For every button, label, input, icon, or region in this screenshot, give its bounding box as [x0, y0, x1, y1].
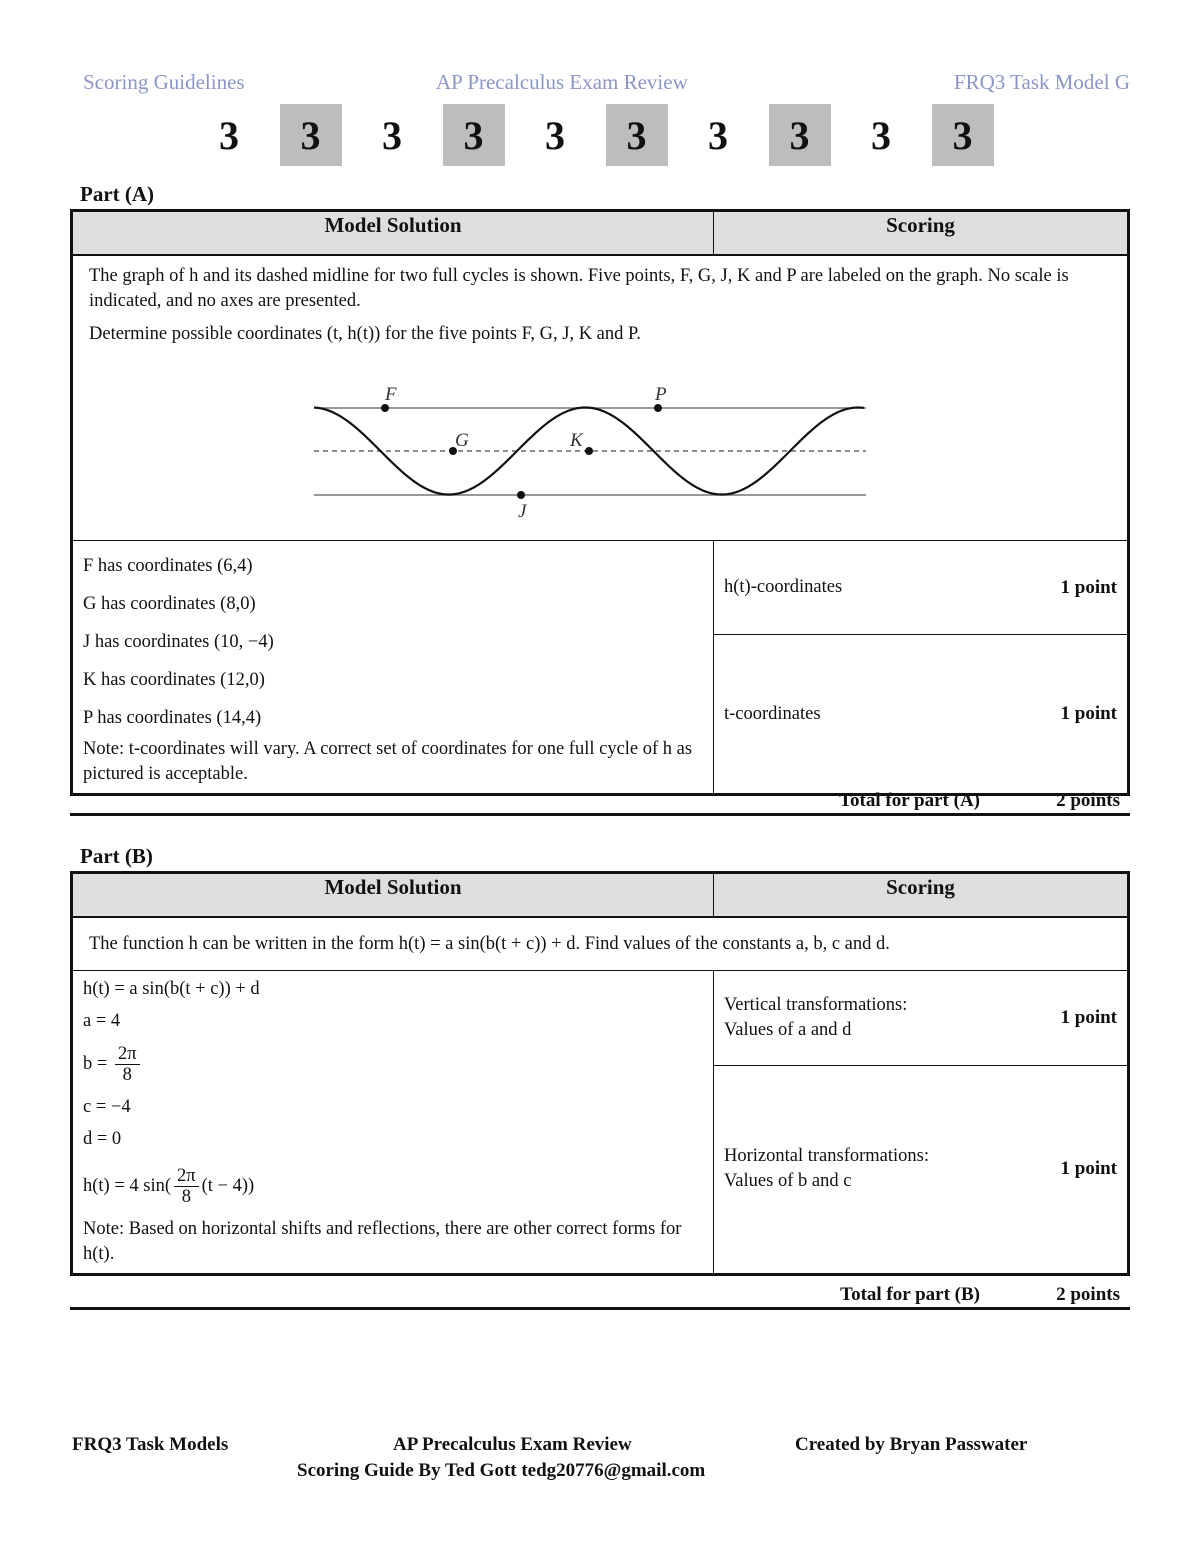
part-b-total: [70, 1276, 1130, 1310]
part-a-score-1: [714, 541, 1129, 635]
footer-center: AP Precalculus Exam Review: [393, 1434, 632, 1455]
coord-g: G has coordinates (8,0): [83, 594, 256, 614]
header-center: AP Precalculus Exam Review: [436, 70, 688, 94]
badge: 3: [932, 104, 994, 166]
value-b-prefix: b =: [83, 1054, 108, 1074]
value-b: [83, 1037, 703, 1091]
badge: 3: [708, 112, 728, 158]
badge: 3: [769, 104, 831, 166]
part-b-score-2-points: 1 point: [1060, 1158, 1117, 1180]
point-f: [381, 404, 389, 412]
header-right: FRQ3 Task Model G: [953, 70, 1130, 94]
footer-right: Created by Bryan Passwater: [795, 1434, 1028, 1455]
part-b-score-1-points: 1 point: [1060, 1006, 1117, 1028]
part-b-prompt: The function h can be written in the form h(t) = a sin(b(t + c)) + d. Find values of the constants a, b, c and d.: [72, 917, 1129, 971]
badge: 3: [443, 104, 505, 166]
final-suffix: (t − 4)): [201, 1176, 255, 1196]
general-form: h(t) = a sin(b(t + c)) + d: [83, 979, 260, 999]
footer-second: Scoring Guide By Ted Gott tedg20776@gmail.com: [297, 1460, 706, 1481]
part-a-prompt-1: The graph of h and its dashed midline for two full cycles is shown. Five points, F, G, J, K and P are labeled on the graph. No scale is indicated, and no axes are presented.: [89, 266, 1069, 311]
part-b-score-2: [714, 1065, 1129, 1274]
part-b-score-1: [714, 971, 1129, 1066]
score-2-label: t-coordinates: [724, 703, 821, 724]
fraction-final: $\frac{2\pi}{8}$: [174, 1166, 199, 1207]
part-b-scoring-header: Scoring: [714, 873, 1129, 918]
badge: 3: [545, 112, 565, 158]
value-a: a = 4: [83, 1011, 121, 1031]
part-a-total: [70, 782, 1130, 816]
part-b-table: [70, 871, 1130, 1276]
part-a-solution-cell: [72, 541, 714, 795]
value-c: c = −4: [83, 1097, 131, 1117]
footer-left: FRQ3 Task Models: [72, 1434, 229, 1455]
label-p: P: [654, 383, 667, 405]
label-g: G: [454, 429, 469, 451]
part-a-table: [70, 209, 1130, 796]
score-2-line-2: Values of b and c: [724, 1171, 852, 1192]
part-b-note: Note: Based on horizontal shifts and reflections, there are other correct forms for h(t).: [83, 1219, 682, 1264]
part-b-total-label: Total for part (B): [840, 1284, 980, 1305]
score-1-points: 1 point: [1060, 576, 1117, 598]
score-1-line-1: Vertical transformations:: [724, 994, 908, 1015]
badge: 3: [280, 104, 342, 166]
final-function: [83, 1155, 703, 1217]
coord-k: K has coordinates (12,0): [83, 670, 265, 690]
score-2-points: 1 point: [1060, 703, 1117, 725]
score-1-line-2: Values of a and d: [724, 1019, 852, 1040]
score-2-line-1: Horizontal transformations:: [724, 1146, 929, 1167]
sine-graph: [312, 383, 872, 533]
part-a-score-2: [714, 635, 1129, 795]
badge: 3: [219, 112, 239, 158]
badge: 3: [382, 112, 402, 158]
part-a-total-label: Total for part (A): [839, 790, 980, 811]
part-b-total-points: 2 points: [1056, 1284, 1120, 1305]
score-1-label: h(t)-coordinates: [724, 577, 843, 598]
part-b-solution-cell: [72, 971, 714, 1275]
value-d: d = 0: [83, 1129, 122, 1149]
part-a-scoring-header: Scoring: [714, 211, 1129, 256]
question-number-badges: [198, 104, 1013, 166]
part-a-total-points: 2 points: [1056, 790, 1120, 811]
part-b-label: Part (B): [80, 844, 153, 868]
label-k: K: [569, 429, 583, 451]
point-j: [517, 491, 525, 499]
fraction-b: $\frac{2\pi}{8}$: [115, 1044, 140, 1085]
coord-j: J has coordinates (10, −4): [83, 632, 274, 652]
part-a-label: Part (A): [80, 182, 155, 206]
coord-p: P has coordinates (14,4): [83, 708, 262, 728]
part-b-solution-header: Model Solution: [72, 873, 714, 918]
coord-f: F has coordinates (6,4): [83, 556, 253, 576]
part-a-note: Note: t-coordinates will vary. A correct set of coordinates for one full cycle of h as pictured is acceptable.: [83, 739, 693, 784]
part-a-prompt-cell: [72, 255, 1129, 541]
final-prefix: h(t) = 4 sin(: [83, 1176, 172, 1196]
badge: 3: [871, 112, 891, 158]
point-k: [585, 447, 593, 455]
label-j: J: [517, 500, 526, 522]
badge: 3: [606, 104, 668, 166]
label-f: F: [384, 383, 397, 405]
point-p: [654, 404, 662, 412]
header-left: Scoring Guidelines: [83, 70, 245, 94]
part-a-prompt-2: Determine possible coordinates (t, h(t)) for the five points F, G, J, K and P.: [89, 324, 641, 344]
part-a-solution-header: Model Solution: [72, 211, 714, 256]
